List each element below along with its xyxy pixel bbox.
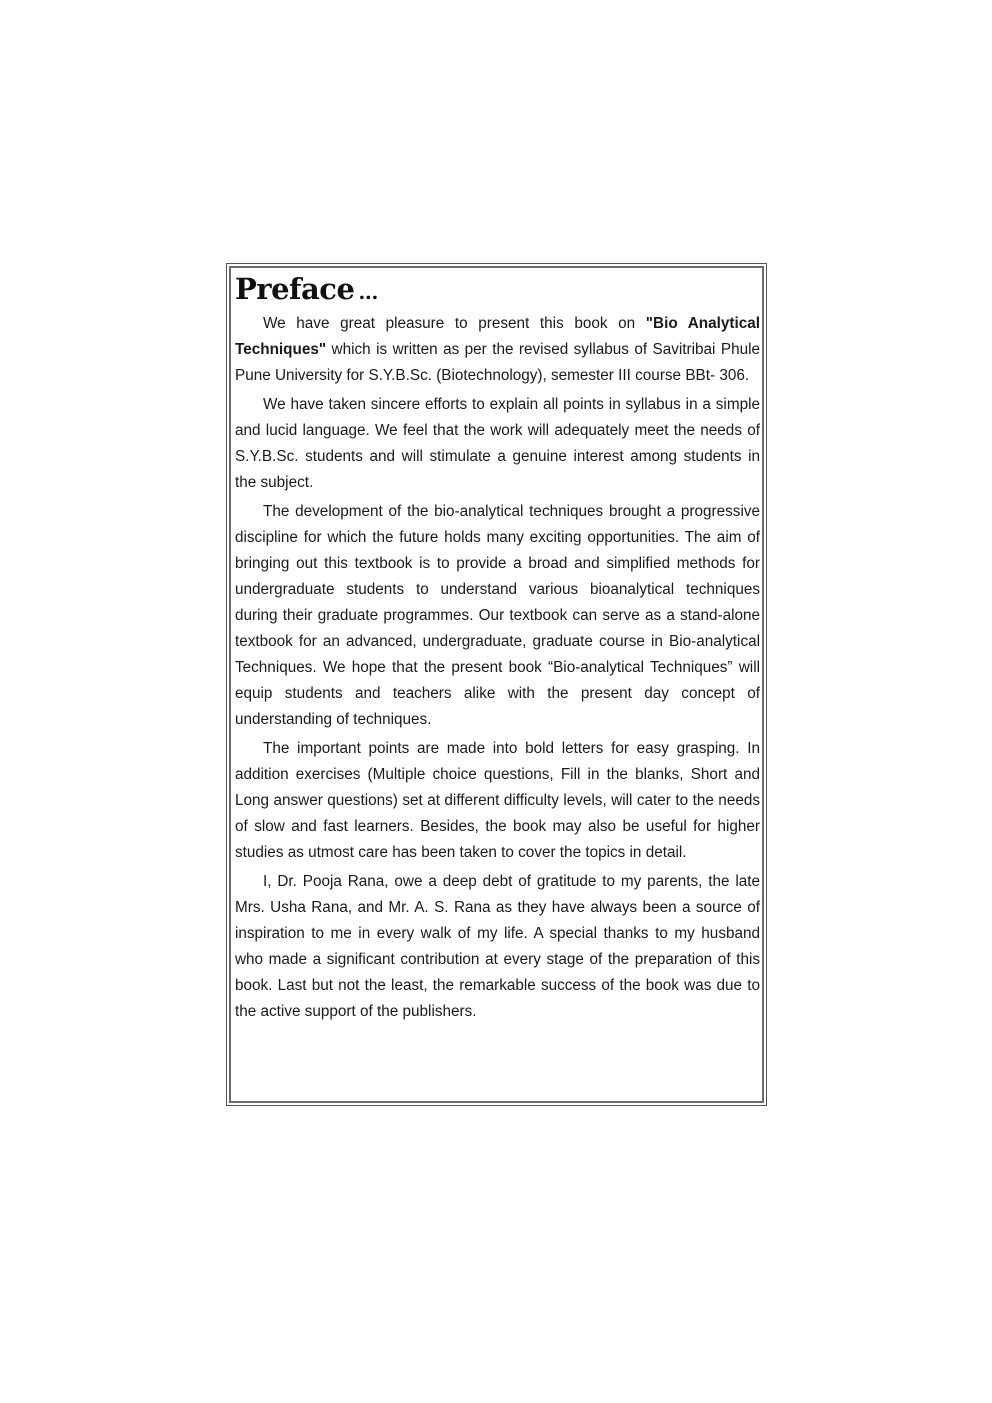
paragraph-efforts: We have taken sincere efforts to explain all points in syllabus in a simple and lucid language. We feel that the work will adequately meet the needs of S.Y.B.Sc. students and will stimulate a genuine interest among students in the subject. xyxy=(235,396,760,491)
page-title xyxy=(235,270,760,311)
paragraph-important-points: The important points are made into bold letters for easy grasping. In addition exercises (Multiple choice questions, Fill in the blanks, Short and Long answer questions) set at different difficulty levels, will cater to the needs of slow and fast learners. Besides, the book may also be useful for higher studies as utmost care has been taken to cover the topics in detail. xyxy=(235,740,760,861)
preface-content xyxy=(235,270,760,1028)
paragraph-intro-text-after: which is written as per the revised syllabus of Savitribai Phule Pune University for S.Y.B.Sc. (Biotechnology), semester III course BBt- 306. xyxy=(235,341,760,384)
paragraph-intro xyxy=(235,311,760,389)
book-title-bold: "Bio Analytical Techniques" xyxy=(235,315,760,358)
page-title-ellipsis: ... xyxy=(358,280,378,304)
page-title-text: Preface xyxy=(235,272,355,306)
paragraph-development: The development of the bio-analytical techniques brought a progressive discipline for which the future holds many exciting opportunities. The aim of bringing out this textbook is to provide a broad and simplified methods for undergraduate students to understand various bioanalytical techniques during their graduate programmes. Our textbook can serve as a stand-alone textbook for an advanced, undergraduate, graduate course in Bio-analytical Techniques. We hope that the present book “Bio-analytical Techniques” will equip students and teachers alike with the present day concept of understanding of techniques. xyxy=(235,503,760,728)
preface-frame xyxy=(226,263,767,1106)
paragraph-acknowledgement: I, Dr. Pooja Rana, owe a deep debt of gratitude to my parents, the late Mrs. Usha Rana, and Mr. A. S. Rana as they have always been a source of inspiration to me in every walk of my life. A special thanks to my husband who made a significant contribution at every stage of the preparation of this book. Last but not the least, the remarkable success of the book was due to the active support of the publishers. xyxy=(235,873,760,1020)
paragraph-intro-text-before: We have great pleasure to present this book on xyxy=(263,315,646,332)
